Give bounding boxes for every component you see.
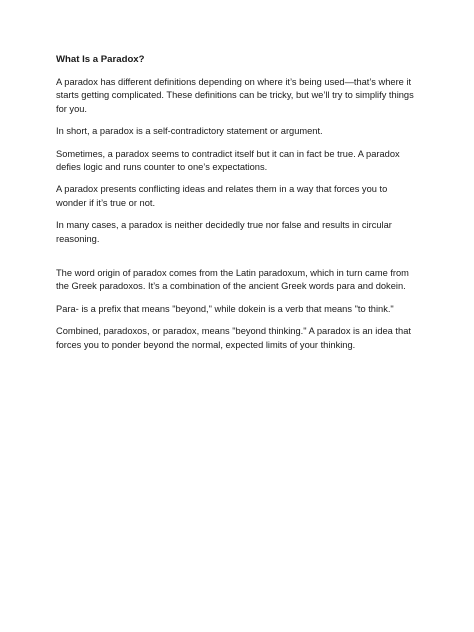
paragraph-short-definition: In short, a paradox is a self-contradictory statement or argument. — [56, 126, 323, 137]
document-title: What Is a Paradox? — [56, 54, 145, 65]
paragraph-contradiction: Sometimes, a paradox seems to contradict itself but it can in fact be true. A paradox defies logic and runs counter to one’s expectations. — [56, 148, 400, 173]
document-body — [56, 54, 418, 361]
paragraph-circular-reasoning: In many cases, a paradox is neither decidedly true nor false and results in circular reasoning. — [56, 220, 392, 244]
paragraph-combined-meaning: Combined, paradoxos, or paradox, means "beyond thinking." A paradox is an idea that forces you to ponder beyond the normal, expected limits of your thinking. — [56, 326, 411, 350]
paragraph-word-origin: The word origin of paradox comes from the Latin paradoxum, which in turn came from the Greek paradoxos. It’s a combination of the ancient Greek words para and dokein. — [56, 268, 409, 292]
paragraph-prefix-meaning: Para- is a prefix that means "beyond," while dokein is a verb that means "to think." — [56, 303, 394, 314]
section-spacer — [56, 255, 418, 267]
paragraph-conflicting-ideas: A paradox presents conflicting ideas and relates them in a way that forces you to wonder if it’s true or not. — [56, 184, 388, 208]
paragraph-definition-intro: A paradox has different definitions depending on where it’s being used—that’s where it starts getting complicated. These definitions can be tricky, but we’ll try to simplify things for you. — [56, 77, 414, 114]
